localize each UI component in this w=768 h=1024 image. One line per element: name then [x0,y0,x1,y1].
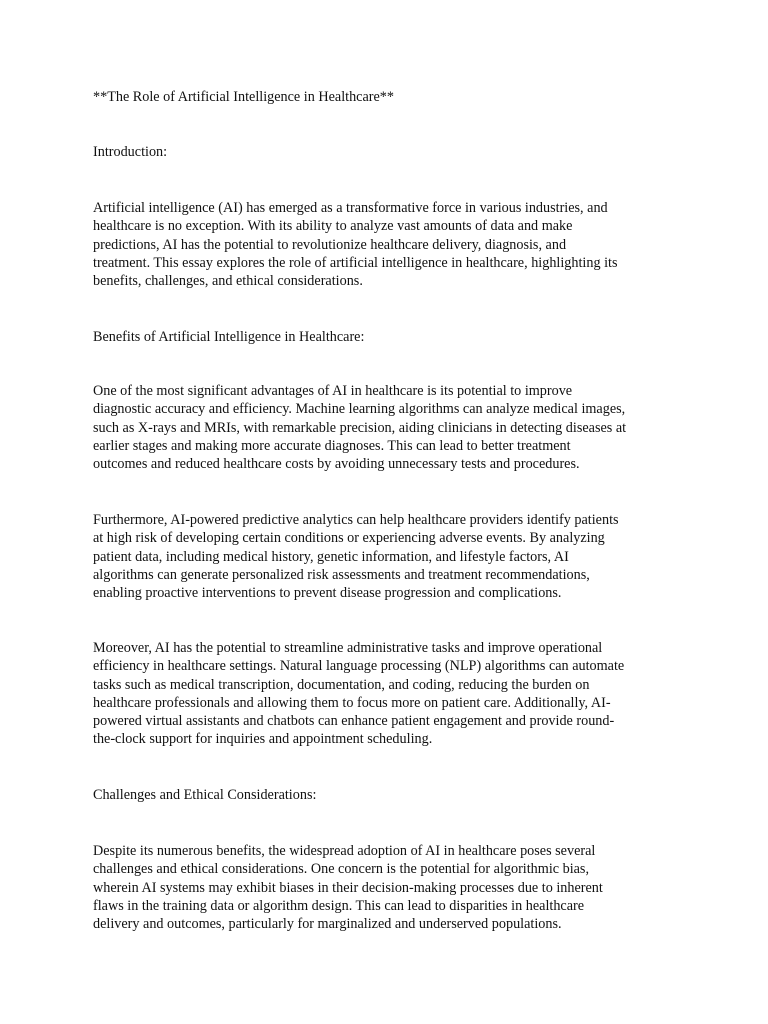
paragraph-line: flaws in the training data or algorithm design. This can lead to disparities in healthcare [93,897,585,914]
paragraph-line: efficiency in healthcare settings. Natural language processing (NLP) algorithms can automate [93,658,625,675]
paragraph-line: algorithms can generate personalized risk assessments and treatment recommendations, [93,566,590,583]
paragraph-line: healthcare is no exception. With its ability to analyze vast amounts of data and make [93,218,573,235]
paragraph-line: enabling proactive interventions to prevent disease progression and complications. [93,585,562,602]
paragraph-line: outcomes and reduced healthcare costs by avoiding unnecessary tests and procedures. [93,456,580,473]
paragraph-line: such as X-rays and MRIs, with remarkable precision, aiding clinicians in detecting diseases at [93,419,627,436]
benefits-paragraph-2 [93,511,678,602]
paragraph-line: treatment. This essay explores the role of artificial intelligence in healthcare, highlighting its [93,254,618,271]
paragraph-line: tasks such as medical transcription, documentation, and coding, reducing the burden on [93,676,590,693]
paragraph-line: Furthermore, AI-powered predictive analytics can help healthcare providers identify patients [93,512,619,528]
benefits-paragraph-1 [93,382,678,473]
paragraph-line: the-clock support for inquiries and appointment scheduling. [93,731,433,748]
paragraph-line: Despite its numerous benefits, the widespread adoption of AI in healthcare poses several [93,843,596,859]
paragraph-line: benefits, challenges, and ethical considerations. [93,273,363,290]
paragraph-line: delivery and outcomes, particularly for marginalized and underserved populations. [93,916,562,933]
benefits-heading: Benefits of Artificial Intelligence in Healthcare: [93,329,365,345]
paragraph-line: powered virtual assistants and chatbots can enhance patient engagement and provide round- [93,713,615,730]
paragraph-line: patient data, including medical history, genetic information, and lifestyle factors, AI [93,548,569,565]
benefits-paragraph-3 [93,639,678,749]
document-title: **The Role of Artificial Intelligence in Healthcare** [93,89,394,105]
paragraph-line: predictions, AI has the potential to revolutionize healthcare delivery, diagnosis, and [93,236,567,253]
paragraph-line: Moreover, AI has the potential to streamline administrative tasks and improve operational [93,640,603,656]
paragraph-line: diagnostic accuracy and efficiency. Machine learning algorithms can analyze medical images, [93,401,626,418]
paragraph-line: healthcare professionals and allowing them to focus more on patient care. Additionally, AI- [93,694,611,711]
paragraph-line: wherein AI systems may exhibit biases in their decision-making processes due to inherent [93,879,603,896]
paragraph-line: earlier stages and making more accurate diagnoses. This can lead to better treatment [93,437,571,454]
paragraph-line: at high risk of developing certain conditions or experiencing adverse events. By analyzing [93,530,605,547]
paragraph-line: Artificial intelligence (AI) has emerged as a transformative force in various industries, and [93,200,608,216]
challenges-paragraph-1 [93,842,678,933]
paragraph-line: One of the most significant advantages of AI in healthcare is its potential to improve [93,383,573,399]
introduction-paragraph [93,199,678,290]
challenges-heading: Challenges and Ethical Considerations: [93,787,317,803]
introduction-heading: Introduction: [93,144,168,160]
paragraph-line: challenges and ethical considerations. One concern is the potential for algorithmic bias, [93,861,590,878]
